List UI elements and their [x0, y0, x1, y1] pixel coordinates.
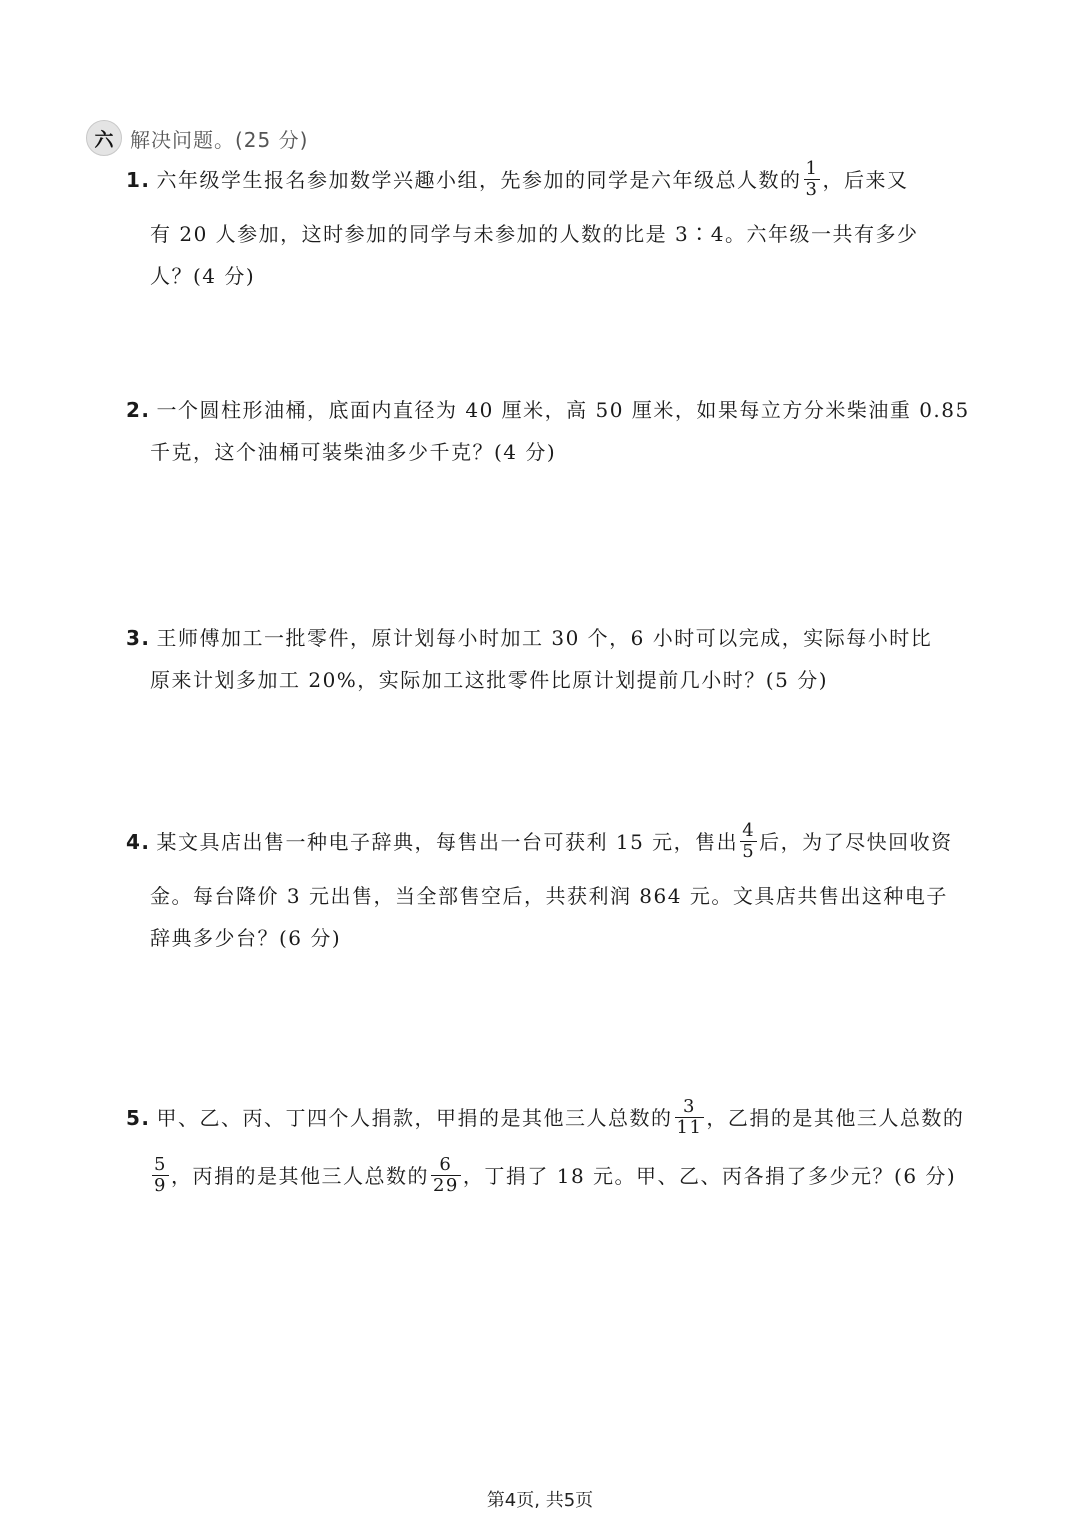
problem-2-line-2: 千克，这个油桶可装柴油多少千克？(4 分) — [150, 440, 557, 464]
fraction-numerator: 5 — [154, 1154, 167, 1175]
problem-1 — [126, 156, 919, 294]
fraction-numerator: 4 — [742, 820, 756, 841]
problem-5-line-2 — [126, 1152, 957, 1200]
problem-text: 一个圆柱形油桶，底面内直径为 40 厘米，高 50 厘米，如果每立方分米柴油重 0.85 — [156, 398, 970, 422]
fraction — [675, 1097, 705, 1138]
problem-4 — [126, 818, 953, 956]
problem-text: 甲、乙、丙、丁四个人捐款，甲捐的是其他三人总数的 — [156, 1106, 673, 1130]
problem-5-line-1 — [126, 1094, 965, 1142]
problem-2 — [126, 386, 970, 470]
problem-text: ，丙捐的是其他三人总数的 — [170, 1164, 429, 1188]
problem-3 — [126, 614, 933, 698]
fraction-denominator: 5 — [742, 841, 756, 862]
problem-text: 王师傅加工一批零件，原计划每小时加工 30 个，6 小时可以完成，实际每小时比 — [156, 626, 933, 650]
problem-3-line-2: 原来计划多加工 20%，实际加工这批零件比原计划提前几小时？(5 分) — [150, 668, 828, 692]
fraction — [740, 821, 757, 862]
fraction-numerator: 1 — [805, 158, 819, 179]
fraction-denominator: 29 — [432, 1175, 459, 1196]
problem-3-line-1 — [126, 614, 933, 662]
fraction-denominator: 9 — [154, 1175, 167, 1196]
fraction — [152, 1155, 169, 1196]
section-header — [86, 118, 308, 158]
page-footer: 第4页, 共5页 — [486, 1490, 594, 1511]
problem-1-line-2: 有 20 人参加，这时参加的同学与未参加的人数的比是 3∶4。六年级一共有多少 — [150, 222, 919, 246]
problem-text: ，乙捐的是其他三人总数的 — [706, 1106, 965, 1130]
fraction-denominator: 11 — [676, 1117, 703, 1138]
problem-4-line-3: 辞典多少台？(6 分) — [150, 926, 342, 950]
fraction — [804, 159, 821, 200]
section-title: 解决问题。(25 分) — [130, 127, 309, 152]
fraction — [431, 1155, 461, 1196]
fraction-denominator: 3 — [805, 179, 819, 200]
problem-2-line-1 — [126, 386, 970, 434]
problem-number: 4. — [126, 830, 151, 854]
problem-4-line-2: 金。每台降价 3 元出售，当全部售空后，共获利润 864 元。文具店共售出这种电子 — [150, 884, 948, 908]
problem-number: 1. — [126, 168, 151, 192]
problem-number: 3. — [126, 626, 151, 650]
fraction-numerator: 3 — [682, 1096, 696, 1117]
fraction-numerator: 6 — [439, 1154, 453, 1175]
section-number-badge: 六 — [86, 120, 122, 156]
problem-text: 六年级学生报名参加数学兴趣小组，先参加的同学是六年级总人数的 — [156, 168, 802, 192]
problem-4-line-1 — [126, 818, 953, 866]
problem-text: 某文具店出售一种电子辞典，每售出一台可获利 15 元，售出 — [156, 830, 739, 854]
problem-1-line-3: 人？(4 分) — [150, 264, 256, 288]
problem-text: 后，为了尽快回收资 — [759, 830, 953, 854]
problem-text: ，丁捐了 18 元。甲、乙、丙各捐了多少元？(6 分) — [462, 1164, 957, 1188]
problem-1-line-1 — [126, 156, 916, 204]
problem-text: ，后来又 — [822, 168, 909, 192]
problem-5 — [126, 1094, 965, 1200]
problem-number: 5. — [126, 1106, 151, 1130]
problem-number: 2. — [126, 398, 151, 422]
